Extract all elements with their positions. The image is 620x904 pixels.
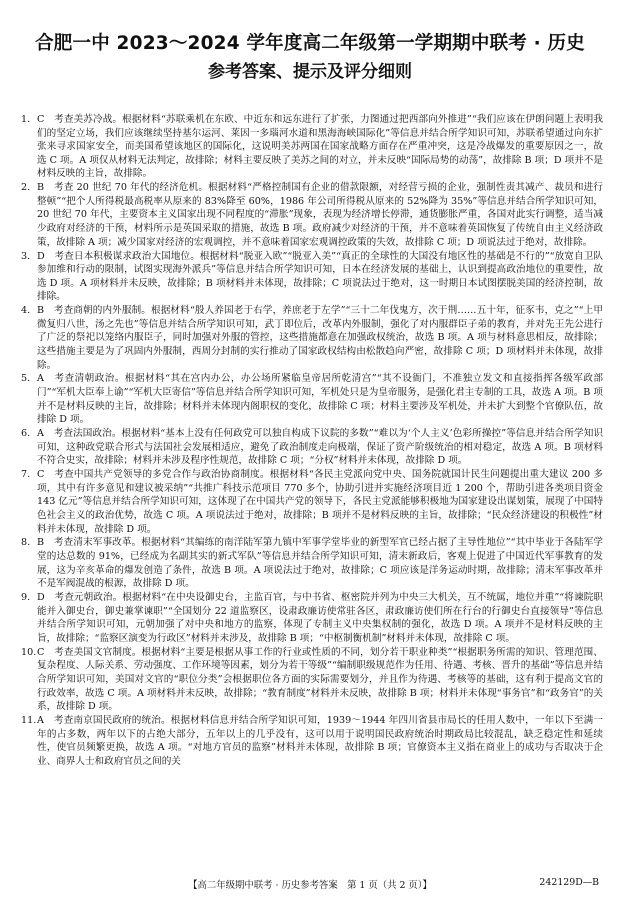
question-number: 3. — [21, 250, 31, 262]
answer-text: B 考查清末军事改革。根据材料“其编练的南洋陆军第九镇中军事学堂毕业的新型军官已经占据了主导性地位”“其中毕业于各陆军学堂的达总数的 91%，已经成为名副其实的新式军队”等信息并结合所学知识可知，清末新政后，客观上促进了中国近代军事教育的发展，这为辛亥革命的爆发创造了条件，故选 B 项。A 项说法过于绝对，故排除；C 项应该是洋务运动时期，故排除；清末军事改革并不是军阀混战的根源，故排除 D 项。 — [37, 537, 603, 590]
page-subtitle: 参考答案、提示及评分细则 — [208, 62, 412, 82]
question-number: 7. — [21, 469, 31, 481]
answer-text: D 考查元朝政治。根据材料“在中央设御史台，主监百官，与中书省、枢密院并列为中央三大机关，互不统属，地位并重”“将谏院职能并入御史台，御史兼掌谏职”“全国划分 22 道监察区，设肃政廉访使常驻各区，肃政廉访使们所在行台的行御史台直接领导”等信息并结合所学知识可知，元朝加强了对中央和地方的监察，体现了专制主义中央集权制的强化，故选 D 项。A 项并不是材料反映的主旨，故排除；“监察区演变为行政区”材料并未涉及，故排除 B 项；“中枢制衡机制”材料并未体现，故排除 C 项。 — [37, 592, 603, 644]
answer-list — [21, 113, 603, 865]
question-number: 4. — [21, 305, 31, 317]
answer-item-2 — [21, 181, 603, 249]
answer-item-9 — [21, 591, 603, 645]
question-number: 1. — [21, 114, 31, 125]
header — [0, 32, 620, 84]
question-number: 6. — [21, 428, 31, 440]
answer-item-1 — [21, 113, 603, 181]
question-number: 9. — [21, 592, 31, 604]
answer-item-3 — [21, 250, 603, 304]
answer-item-7 — [21, 468, 603, 536]
page-footer — [0, 875, 620, 893]
answer-item-4 — [21, 304, 603, 372]
question-number: 2. — [21, 182, 31, 194]
answer-item-5 — [21, 372, 603, 426]
question-number: 8. — [21, 537, 31, 549]
answer-text: C 考查中国共产党领导的多党合作与政治协商制度。根据材料“各民主党派向党中央、国务院就国计民生问题提出重大建议 200 多项，其中有许多意见和建议被采纳”“共推广科技示范项目 770 多个，协助引进并实施经济项目近 1 200 个，帮助引进各类项目资金 143 亿元”等信息并结合所学知识可知，这体现了在中国共产党的领导下，各民主党派能够积极地为国家建设出谋划策，展现了中国特色社会主义的政治优势，故选 C 项。A 项说法过于绝对，故排除；B 项并不是材料反映的主旨，故排除；“民众经济建设的积极性”材料并未体现，故排除 D 项。 — [37, 469, 603, 535]
answer-item-8 — [21, 536, 603, 590]
answer-text: D 考查日本积极谋求政治大国地位。根据材料“脱亚入欧”“脱亚入美”“真正的全球性的大国没有地区性的基础是不行的”“放宽自卫队参加维和行动的限制，试图实现海外派兵”等信息并结合所学知识可知，日本在经济发展的基础上，认识到提高政治地位的重要性，故选 D 项。A 项材料并未反映，故排除；B 项材料并未体现，故排除；C 项说法过于绝对，这一时期日本试图摆脱美国的经济控制，故排除。 — [37, 250, 603, 303]
question-number: 11. — [21, 715, 37, 727]
answer-text: B 考查商朝的内外服制。根据材料“殷人养国老于右学，养庶老于左学”“三十二年伐鬼方，次于荆……五十年，征豕韦，克之”“上甲微复归八世，汤之先也”等信息并结合所学知识可知，武丁即位后，改革内外服制，强化了对内服群臣子弟的教育，并对先王先公进行了广泛的祭祀以笼络内服臣子，同时加强对外服的管控，这些措施都意在加强政权统治，故选 B 项。A 项与材料意思相反，故排除；这些措施主要是为了巩固内外服制，西周分封制的实行推动了国家政权结构由松散趋向严密，故排除 C 项；D 项材料并未体现，故排除。 — [37, 305, 603, 371]
answer-item-6 — [21, 427, 603, 468]
question-number: 5. — [21, 373, 31, 385]
answer-text: C 考查美国文官制度。根据材料“主要是根据从事工作的行业或性质的不同，划分若干职业种类”“根据职务所需的知识、管理范围、复杂程度、人际关系、劳动强度、工作环境等因素，划分为若干等级”“编制职级规范作为任用、待遇、考核、晋升的基础”等信息并结合所学知识可知，美国对文官的“职位分类”会根据职位各方面的实际需要划分，并且作为待遇、考核等的基础，这有利于提高文官的行政效率，故选 C 项。A 项材料并未反映，故排除；“教育制度”材料并未反映，故排除 B 项；材料并未体现“事务官”和“政务官”的关系，故排除 D 项。 — [37, 646, 603, 713]
footer-code: 242129D—B — [539, 877, 599, 888]
answer-text: A 考查清朝政治。根据材料“其在宫内办公，办公场所紧临皇帝居所乾清宫”“其不设衙门，不准独立发文和直接指挥各级军政部门”“军机大臣奉上谕”“军机大臣寄信”等信息并结合所学知识可知，军机处只是为皇帝服务，是强化君主专制的工具，故选 A 项。B 项并不是材料反映的主旨，故排除；材料并未体现内阁职权的变化，故排除 C 项；材料主要涉及军机处，并未扩大到整个官僚队伍，故排除 D 项。 — [37, 373, 603, 426]
answer-text: B 考查 20 世纪 70 年代的经济危机。根据材料“严格控制国有企业的借款限额，对经营亏损的企业，强制性责其减产、裁员和进行整顿”“把个人所得税最高税率从原来的 83%降至 60%，1986 年公司所得税从原来的 52%降为 35%”等信息并结合所学知识可知，20 世纪 70 年代，主要资本主义国家出现不同程度的“滞胀”现象，表现为经济增长停滞，通货膨胀严重，各国对此实行调整，适当减少政府对经济的干预，材料所示是英国采取的措施，故选 B 项。政府减少对经济的干预，并不意味着英国恢复了传统自由主义经济政策，故排除 A 项；减少国家对经济的宏观调控，并不意味着国家宏观调控政策的失效，故排除 C 项；D 项说法过于绝对，故排除。 — [37, 182, 603, 248]
answer-text: A 考查法国政治。根据材料“基本上没有任何政党可以独自构成下议院的多数”“难以为‘个人主义’色彩所操控”等信息并结合所学知识可知，这种政党联合形式与法国社会发展相适应，避免了政治制度走向极端，保证了资产阶级统治的相对稳定，故选 A 项。B 项材料不符合史实，故排除；材料并未涉及程序性规范，故排除 C 项；“分权”材料并未体现，故排除 D 项。 — [37, 428, 603, 467]
page-title: 合肥一中 2023～2024 学年度高二年级第一学期期中联考 · 历史 — [35, 33, 585, 54]
footer-page-info: 【高二年级期中联考 · 历史参考答案 第 1 页（共 2 页）】 — [188, 880, 432, 891]
answer-text: A 考查南京国民政府的统治。根据材料信息并结合所学知识可知，1939～1944 年四川省县市局长的任用人数中，一年以下至满一年的占多数，两年以下的占绝大部分，五年以上的几乎没有，这可以用于说明国民政府统治时期政局比较混乱，缺乏稳定性和延续性，使官员频繁更换，故选 A 项。“对地方官员的监察”材料并未体现，故排除 B 项；官僚资本主义指在商业上的成功与否取决于企业、商界人士和政府官员之间的关 — [37, 715, 603, 767]
answer-item-10 — [21, 646, 603, 714]
question-number: 10. — [21, 646, 37, 658]
answer-text: C 考查美苏冷战。根据材料“苏联乘机在东欧、中近东和远东进行了扩张，力图通过把西部向外推进”“我们应该在伊朗问题上表明我们的坚定立场，我们应该继续坚持基尔运河、莱因一多瑙河水道和黑海海峡国际化”等信息并结合所学知识可知，苏联希望通过向东扩张来寻求国家安全，而美国希望该地区的国际化，这说明美苏两国在国家战略方面存在严重冲突，这是冷战爆发的重要原因之一，故选 C 项。A 项仅从材料无法判定，故排除；材料主要反映了美苏之间的对立，并未反映“国际局势的动荡”，故排除 B 项；D 项并不是材料反映的主旨，故排除。 — [37, 114, 603, 180]
answer-item-11 — [21, 714, 603, 768]
